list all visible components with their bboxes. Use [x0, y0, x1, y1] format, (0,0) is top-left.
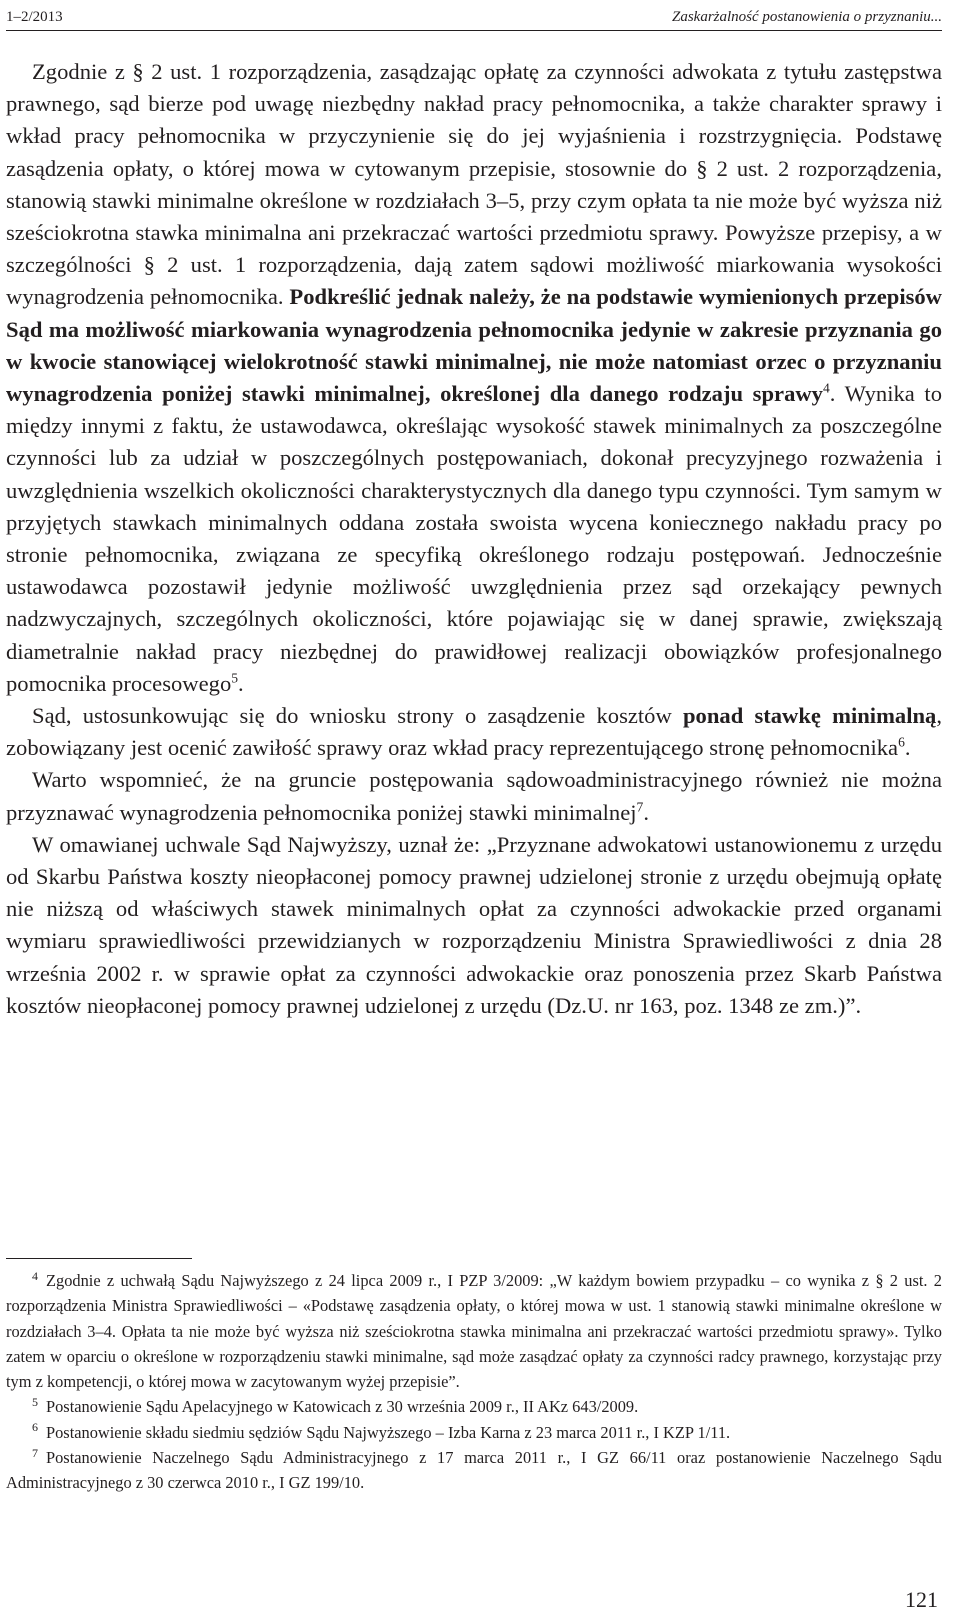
footnote-5 — [6, 1394, 942, 1419]
footnote-7 — [6, 1445, 942, 1496]
main-text — [6, 56, 942, 1022]
paragraph-1 — [6, 56, 942, 700]
paragraph-2-text-b: , zobowiązany jest ocenić zawiłość sprawy oraz wkład pracy reprezentującego stronę pełnomocnika — [6, 703, 943, 761]
paragraph-4: W omawianej uchwale Sąd Najwyższy, uznał że: „Przyznane adwokatowi ustanowionemu z urzędu od Skarbu Państwa koszty nieopłaconej pomocy prawnej udzielonej stronie z urzędu obejmują opłatę nie niższą od właściwych stawek minimalnych opłat za czynności adwokackie przed organami wymiaru sprawiedliwości przewidzianych w rozporządzeniu Ministra Sprawiedliwości z dnia 28 września 2002 r. w sprawie opłat za czynności adwokackie oraz ponoszenia przez Skarb Państwa kosztów nieopłaconej pomocy prawnej udzielonej z urzędu (Dz.U. nr 163, poz. 1348 ze zm.)”. — [6, 831, 942, 1018]
footnote-4 — [6, 1268, 942, 1394]
page-number: 121 — [905, 1587, 938, 1612]
footnote-number: 5 — [32, 1395, 38, 1410]
footnote-text: Postanowienie Sądu Apelacyjnego w Katowicach z 30 września 2009 r., II AKz 643/2009. — [46, 1397, 639, 1417]
paragraph-1-text-b: . Wynika to między innymi z faktu, że ustawodawca, określając wysokość stawek minimalnych za poszczególne czynności lub za udział w poszczególnych postępowaniach, dokonał precyzyjnego rozważenia i uwzględnienia wszelkich okoliczności charakterystycznych dla danego typu czynności. Tym samym w przyjętych stawkach minimalnych oddana została swoista wycena koniecznego nakładu pracy po stronie pełnomocnika, związana ze specyfiką określonego rodzaju postępowań. Jednocześnie ustawodawca pozostawił jedynie możliwość uwzględnienia przez sąd orzekający pewnych nadzwyczajnych, szczególnych okoliczności, które pojawiając się w danej sprawie, zwiększają diametralnie nakład pracy niezbędnej do prawidłowej realizacji obowiązków profesjonalnego pomocnika procesowego — [6, 381, 942, 696]
paragraph-1-text-a: Zgodnie z § 2 ust. 1 rozporządzenia, zasądzając opłatę za czynności adwokata z tytułu zastępstwa prawnego, sąd bierze pod uwagę niezbędny nakład pracy pełnomocnika, a także charakter sprawy i wkład pracy pełnomocnika w przyczynienie się do jej wyjaśnienia i rozstrzygnięcia. Podstawę zasądzenia opłaty, o której mowa w cytowanym przepisie, stosownie do § 2 ust. 2 rozporządzenia, stanowią stawki minimalne określone w rozdziałach 3–5, przy czym opłata ta nie może być wyższa niż sześciokrotna stawka minimalna ani przekraczać wartości przedmiotu sprawy. Powyższe przepisy, a w szczególności § 2 ust. 1 rozporządzenia, dają zatem sądowi możliwość miarkowania wysokości wynagrodzenia pełnomocnika. — [6, 59, 942, 310]
paragraph-2-end: . — [904, 735, 911, 761]
footnote-ref-4: 4 — [822, 380, 830, 396]
footnote-text: Postanowienie składu siedmiu sędziów Sądu Najwyższego – Izba Karna z 23 marca 2011 r., I KZP 1/11. — [46, 1422, 731, 1442]
paragraph-2-emphasis: ponad stawkę minimalną — [682, 703, 937, 729]
footnote-number: 6 — [32, 1420, 38, 1435]
paragraph-3-end: . — [643, 799, 649, 825]
paragraph-1-emphasis: Podkreślić jednak należy, że na podstawie wymienionych przepisów Sąd ma możliwość miarkowania wynagrodzenia pełnomocnika jedynie w zakresie przyznania go w kwocie stanowiącej wielokrotność stawki minimalnej, nie może natomiast orzec o przyznaniu wynagrodzenia poniżej stawki minimalnej, określonej dla danego rodzaju sprawy — [6, 284, 942, 407]
paragraph-2-text-a: Sąd, ustosunkowując się do wniosku strony o zasądzenie kosztów — [32, 703, 683, 729]
issue-label: 1–2/2013 — [6, 8, 63, 25]
paragraph-2 — [6, 700, 942, 764]
footnote-text: Postanowienie Naczelnego Sądu Administracyjnego z 17 marca 2011 r., I GZ 66/11 oraz postanowienie Naczelnego Sądu Administracyjnego z 30 czerwca 2010 r., I GZ 199/10. — [6, 1448, 942, 1493]
paragraph-3-text: Warto wspomnieć, że na gruncie postępowania sądowoadministracyjnego również nie można przyznawać wynagrodzenia pełnomocnika poniżej stawki minimalnej — [6, 767, 942, 825]
footnote-ref-6: 6 — [898, 734, 905, 750]
footnote-ref-5: 5 — [231, 670, 239, 686]
footnote-separator — [6, 1258, 192, 1259]
footnote-6 — [6, 1420, 942, 1445]
paragraph-3 — [6, 764, 942, 828]
footnote-number: 7 — [32, 1445, 38, 1460]
running-title: Zaskarżalność postanowienia o przyznaniu... — [671, 8, 942, 25]
footnote-number: 4 — [32, 1268, 38, 1283]
footnote-ref-7: 7 — [636, 799, 644, 815]
running-header — [6, 4, 942, 31]
paragraph-1-end: . — [238, 670, 244, 696]
footnotes — [6, 1268, 942, 1496]
footnote-text: Zgodnie z uchwałą Sądu Najwyższego z 24 lipca 2009 r., I PZP 3/2009: „W każdym bowiem przypadku – co wynika z § 2 ust. 2 rozporządzenia Ministra Sprawiedliwości – «Podstawę zasądzenia opłaty, o której mowa w ust. 1 stanowią stawki minimalne określone w rozdziałach 3–4. Opłata ta nie może być wyższa niż sześciokrotna stawka minimalna ani przekraczać wartości przedmiotu sprawy». Tylko zatem w oparciu o określone w rozporządzeniu stawki minimalne, sąd może zasądzać opłaty za czynności radcy prawnego, korzystając przy tym z kompetencji, o której mowa w zacytowanym wyżej przepisie”. — [6, 1271, 942, 1392]
